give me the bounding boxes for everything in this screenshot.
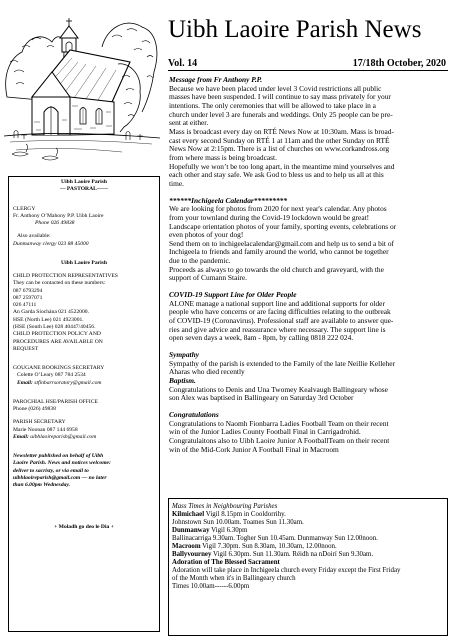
mass-times-box [168, 498, 448, 636]
gougane-heading: GOUGANE BOOKINGS SECRETARY [13, 365, 105, 372]
mass-row [172, 543, 444, 551]
mass-row [172, 527, 444, 535]
sympathy-line: Sympathy of the parish is extended to the Family of the late Neillie Kelleher [169, 358, 395, 368]
parish-name: Dunmanway [172, 527, 210, 534]
also-available-label: Also available: [17, 233, 51, 240]
message-line: News Now at 2:15pm. There is a list of churches on www.corkandross.org [169, 144, 390, 154]
volume-number: Vol. 14 [168, 58, 198, 69]
adoration-line: Times 10.00am------6.00pm [172, 583, 250, 590]
congrats-line: win of the Junior Ladies County Football Final in Carrigadrohid. [169, 427, 361, 437]
calendar-line: Proceeds as always to go towards the old church and graveyard, with the [169, 264, 384, 274]
sympathy-line: Aharas who died recently [169, 367, 245, 377]
cp-line: 087 2597071 [13, 294, 43, 301]
cp-line: 026 47111 [13, 302, 37, 309]
dunmanway-clergy: Dunmanway clergy 023 88 45000 [13, 240, 89, 247]
gougane-email-link[interactable]: stfinbarrsoratory@gmail.com [34, 379, 102, 386]
adoration-line: of the Month when it's in Ballingeary church [172, 575, 296, 582]
congrats-line: Congratulaitons also to Uibh Laoire Junior A FootballTeam on their recent [169, 435, 390, 445]
pastoral-sidebar [8, 176, 160, 632]
message-line: Hopefully we won’t be too long apart, in the meantime mind yourselves and [169, 161, 395, 171]
baptism-heading: Baptism. [169, 376, 196, 385]
masthead-divider [168, 70, 448, 71]
child-protection-section [13, 273, 155, 353]
adoration-heading: Adoration of The Blessed Sacrament [172, 559, 280, 566]
calendar-heading: ******Inchigeela Calendar********* [169, 195, 288, 205]
cp-line: CHILD PROTECTION POLICY AND [13, 331, 101, 338]
clergy-heading: CLERGY [13, 205, 36, 212]
notice-line: deliver to sacristy, or via email to [13, 467, 89, 474]
newsletter-notice [13, 453, 155, 489]
main-column [169, 76, 449, 454]
message-line: time. [169, 178, 184, 188]
cp-line: REQUEST [13, 345, 39, 352]
covid-heading: COVID-19 Support Line for Older People [169, 290, 297, 300]
baptism-line: Congratulations to Denis and Una Twomey Kealvaugh Ballingeary whose [169, 384, 388, 394]
parish-office-phone: Phone (026) 49838 [13, 406, 56, 413]
notice-line: Laoire Parish. News and notices welcome: [13, 460, 111, 467]
cp-line: They can be contacted on these numbers: [13, 280, 106, 287]
cp-line: CHILD PROTECTION REPRESENTATIVES [13, 273, 118, 280]
mass-time-text: Vigil 6.30pm. Sun 11.30am. Réidh na nDoirí Sun 9.30am. [211, 551, 374, 558]
secretary-heading: PARISH SECRETARY [13, 419, 66, 426]
message-line: intentions. The only ceremonies that will be allowed to take place in a [169, 100, 376, 110]
message-heading: Message from Fr Anthony P.P. [169, 75, 263, 84]
notice-line: uibhlaoireparish@gmail.com — no later [13, 474, 107, 481]
church-illustration [2, 2, 162, 162]
calendar-line: Landscape orientation photos of your family, sporting events, celebrations or [169, 221, 397, 231]
mass-time-text: Vigil 6.30pm [209, 527, 248, 534]
gougane-contact: Colette O’Leary 087 784 2534 [17, 372, 86, 379]
covid-line: ries and give advice and reassurance where necessary. The support line is [169, 324, 386, 334]
adoration-line: Adoration will take place in Inchigeela church every Friday except the First Friday [172, 567, 401, 574]
parish-name: Kilmichael [172, 511, 205, 518]
secretary-contact: Marie Noonan 087 144 6958 [13, 426, 78, 433]
congratulations-heading: Congratulations [169, 409, 219, 419]
clergy-line: Fr. Anthony O’Mahony P.P. Uibh Laoire [13, 212, 104, 219]
newsletter-title: Uibh Laoire Parish News [168, 16, 422, 43]
covid-line: of COVID-19 (Coronavirus). Professional staff are available to answer que- [169, 316, 394, 326]
cp-line: An Garda Síochána 021 4522000. [13, 309, 89, 316]
calendar-line: from your townland during the Covid-19 lockdown would be great! [169, 212, 370, 222]
calendar-line: even photos of your dog! [169, 230, 244, 240]
calendar-body [169, 205, 449, 283]
calendar-line: We are looking for photos from 2020 for next year's calendar. Any photos [169, 204, 387, 214]
sidebar-footer-blessing: + Moladh go deo le Dia + [54, 523, 114, 530]
mass-row [172, 519, 444, 527]
sympathy-heading: Sympathy [169, 350, 199, 360]
cp-line: 087 6793294 [13, 287, 43, 294]
email-label: Email: [17, 379, 33, 386]
mass-time-text: Ballinacarriga 9.30am. Togher Sun 10.45am. Dunmanway Sun 12.00noon. [172, 535, 378, 542]
parish-name: Ballyvourney [172, 551, 212, 558]
mass-time-text: Johnstown Sun 10.00am. Toames Sun 11.30am. [172, 519, 304, 526]
congrats-line: Congratulations to Naomh Fionbarra Ladies Football Team on their recent [169, 418, 389, 428]
parish-heading: Uibh Laoire Parish [61, 259, 107, 266]
congrats-line: win of the Mid-Cork Junior A Football Final in Macroom [169, 444, 339, 454]
notice-line: than 6.00pm Wednesday. [13, 482, 71, 489]
parish-office-heading: PAROCHIAL HSE/PARISH OFFICE [13, 398, 98, 405]
cp-line: HSE (North Lee) 021 4923001. [13, 316, 84, 323]
calendar-line: Inchigeela to friends and family around the world, who cannot be together [169, 247, 389, 257]
message-line: each other and stay safe. We ask God to bless us and to help us all at this [169, 170, 384, 180]
mass-row [172, 511, 444, 519]
sidebar-subtitle: — PASTORAL—— [59, 186, 109, 193]
mass-times-heading: Mass Times in Neighbouring Parishes [172, 503, 278, 510]
mass-time-text: Vigil 8.15pm in Cooldorrihy. [204, 511, 286, 518]
email-label: Email: [13, 433, 29, 440]
mass-row [172, 551, 444, 559]
message-line: Because we have been placed under level 3 Covid restrictions all public [169, 83, 382, 93]
message-line: from where mass is being broadcast. [169, 152, 277, 162]
sidebar-title: Uibh Laoire Parish [61, 179, 107, 185]
message-line: sent at either. [169, 118, 209, 128]
covid-body [169, 300, 449, 343]
cp-line: (HSE (South Lee) 028 40447/40456. [13, 323, 96, 330]
mass-time-text: Vigil 7.30pm. Sun 8.30am, 10.30am, 12.00noon. [200, 543, 337, 550]
calendar-line: support of Cumann Staire. [169, 273, 248, 283]
message-body [169, 85, 449, 189]
message-line: masses have been suspended. I will continue to say mass privately for your [169, 92, 391, 102]
message-line: Mass is broadcast every day on RTÉ News Now at 10:30am. Mass is broad- [169, 126, 394, 136]
secretary-email-link[interactable]: uibhlaoireparish@gmail.com [30, 433, 97, 440]
covid-line: people who have concerns or are facing difficulties relating to the outbreak [169, 307, 391, 317]
issue-date: 17/18th October, 2020 [352, 58, 446, 69]
message-line: cast every second Sunday on RTÉ 1 at 11am and the other Sunday on RTÉ [169, 135, 390, 145]
calendar-line: Send them on to inchigeelacalendar@gmail.com and help us to send a bit of [169, 238, 394, 248]
covid-line: open seven days a week, 8am - 8pm, by calling 0818 222 024. [169, 333, 354, 343]
covid-line: ALONE manage a national support line and additional supports for older [169, 298, 385, 308]
message-line: church under level 3 are funerals and weddings. Only 25 people can be pre- [169, 109, 393, 119]
cp-line: PROCEDURES ARE AVAILABLE ON [13, 338, 103, 345]
mass-row [172, 535, 444, 543]
baptism-line: son Alex was baptised in Ballingeary on Saturday 3rd October [169, 393, 354, 403]
notice-line: Newsletter published on behalf of Uibh [13, 453, 104, 460]
parish-name: Macroom [172, 543, 201, 550]
calendar-line: due to the pandemic. [169, 256, 231, 266]
clergy-phone: Phone 026 49838 [35, 220, 75, 227]
